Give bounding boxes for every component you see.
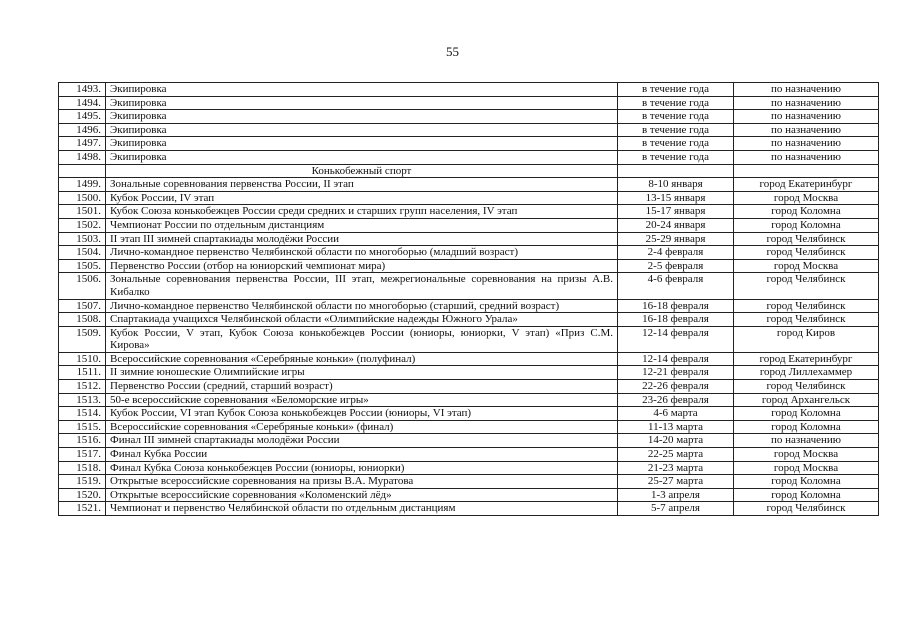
row-number: 1504.	[59, 246, 106, 260]
event-place: город Коломна	[734, 407, 879, 421]
event-name: Зональные соревнования первенства России, II этап	[106, 178, 618, 192]
event-name: Экипировка	[106, 110, 618, 124]
event-date: 16-18 февраля	[618, 313, 734, 327]
event-date: в течение года	[618, 150, 734, 164]
row-number: 1496.	[59, 123, 106, 137]
row-number: 1516.	[59, 434, 106, 448]
section-number-cell	[59, 164, 106, 178]
row-number: 1510.	[59, 352, 106, 366]
table-row	[59, 218, 879, 232]
event-name: Лично-командное первенство Челябинской области по многоборью (младший возраст)	[106, 246, 618, 260]
event-place: город Москва	[734, 448, 879, 462]
row-number: 1500.	[59, 191, 106, 205]
row-number: 1493.	[59, 83, 106, 97]
event-name: Кубок России, V этап, Кубок Союза конькобежцев России (юниоры, юниорки, V этап) «Приз С.М. Кирова»	[106, 326, 618, 352]
row-number: 1497.	[59, 137, 106, 151]
table-row	[59, 326, 879, 352]
row-number: 1499.	[59, 178, 106, 192]
table-row	[59, 407, 879, 421]
row-number: 1495.	[59, 110, 106, 124]
event-place: город Челябинск	[734, 502, 879, 516]
event-name: Кубок Союза конькобежцев России среди средних и старших групп населения, IV этап	[106, 205, 618, 219]
event-place: город Москва	[734, 461, 879, 475]
event-date: в течение года	[618, 96, 734, 110]
row-number: 1518.	[59, 461, 106, 475]
table-row	[59, 366, 879, 380]
event-place: город Челябинск	[734, 273, 879, 299]
event-name: Финал Кубка России	[106, 448, 618, 462]
event-date: 25-29 января	[618, 232, 734, 246]
event-date: 14-20 марта	[618, 434, 734, 448]
event-place: город Коломна	[734, 475, 879, 489]
event-name: 50-е всероссийские соревнования «Беломорские игры»	[106, 393, 618, 407]
event-place: город Челябинск	[734, 313, 879, 327]
table-row	[59, 273, 879, 299]
event-place: город Коломна	[734, 218, 879, 232]
row-number: 1517.	[59, 448, 106, 462]
event-name: Кубок России, IV этап	[106, 191, 618, 205]
row-number: 1521.	[59, 502, 106, 516]
event-name: II зимние юношеские Олимпийские игры	[106, 366, 618, 380]
event-name: Всероссийские соревнования «Серебряные коньки» (полуфинал)	[106, 352, 618, 366]
row-number: 1511.	[59, 366, 106, 380]
event-place: по назначению	[734, 110, 879, 124]
event-date: 20-24 января	[618, 218, 734, 232]
event-place: город Челябинск	[734, 299, 879, 313]
section-place-cell	[734, 164, 879, 178]
event-date: 13-15 января	[618, 191, 734, 205]
event-name: Экипировка	[106, 123, 618, 137]
event-name: Зональные соревнования первенства России, III этап, межрегиональные соревнования на призы А.В. Кибалко	[106, 273, 618, 299]
event-name: Кубок России, VI этап Кубок Союза конькобежцев России (юниоры, VI этап)	[106, 407, 618, 421]
event-name: Всероссийские соревнования «Серебряные коньки» (финал)	[106, 420, 618, 434]
event-name: Первенство России (отбор на юниорский чемпионат мира)	[106, 259, 618, 273]
event-place: город Коломна	[734, 420, 879, 434]
row-number: 1520.	[59, 488, 106, 502]
event-date: 4-6 марта	[618, 407, 734, 421]
event-date: в течение года	[618, 110, 734, 124]
section-header-row	[59, 164, 879, 178]
event-name: Экипировка	[106, 150, 618, 164]
event-place: по назначению	[734, 123, 879, 137]
event-date: 12-21 февраля	[618, 366, 734, 380]
row-number: 1507.	[59, 299, 106, 313]
table-row	[59, 123, 879, 137]
event-name: Экипировка	[106, 96, 618, 110]
table-row	[59, 191, 879, 205]
row-number: 1519.	[59, 475, 106, 489]
row-number: 1503.	[59, 232, 106, 246]
table-row	[59, 205, 879, 219]
event-date: 23-26 февраля	[618, 393, 734, 407]
event-date: 12-14 февраля	[618, 326, 734, 352]
event-place: город Лиллехаммер	[734, 366, 879, 380]
event-place: город Коломна	[734, 488, 879, 502]
event-date: 2-5 февраля	[618, 259, 734, 273]
table-row	[59, 246, 879, 260]
table-row	[59, 110, 879, 124]
event-date: 16-18 февраля	[618, 299, 734, 313]
event-name: Первенство России (средний, старший возраст)	[106, 380, 618, 394]
row-number: 1513.	[59, 393, 106, 407]
table-row	[59, 448, 879, 462]
event-name: Экипировка	[106, 83, 618, 97]
section-header-group	[59, 164, 879, 178]
event-date: 21-23 марта	[618, 461, 734, 475]
event-place: по назначению	[734, 137, 879, 151]
row-number: 1506.	[59, 273, 106, 299]
event-place: город Екатеринбург	[734, 352, 879, 366]
event-date: 2-4 февраля	[618, 246, 734, 260]
event-name: Финал III зимней спартакиады молодёжи России	[106, 434, 618, 448]
event-place: город Челябинск	[734, 246, 879, 260]
event-place: по назначению	[734, 150, 879, 164]
event-date: 25-27 марта	[618, 475, 734, 489]
table-row	[59, 178, 879, 192]
event-name: Лично-командное первенство Челябинской области по многоборью (старший, средний возраст)	[106, 299, 618, 313]
row-number: 1505.	[59, 259, 106, 273]
table-row	[59, 232, 879, 246]
event-date: 5-7 апреля	[618, 502, 734, 516]
schedule-table	[58, 82, 879, 516]
event-date: 15-17 января	[618, 205, 734, 219]
page-number: 55	[446, 44, 459, 59]
event-place: город Москва	[734, 259, 879, 273]
event-place: город Коломна	[734, 205, 879, 219]
event-place: город Челябинск	[734, 380, 879, 394]
event-place: город Москва	[734, 191, 879, 205]
event-date: 11-13 марта	[618, 420, 734, 434]
event-place: город Челябинск	[734, 232, 879, 246]
event-date: 12-14 февраля	[618, 352, 734, 366]
table-row	[59, 380, 879, 394]
table-row	[59, 83, 879, 97]
event-name: II этап III зимней спартакиады молодёжи России	[106, 232, 618, 246]
event-date: 22-25 марта	[618, 448, 734, 462]
event-place: город Архангельск	[734, 393, 879, 407]
table-row	[59, 313, 879, 327]
row-number: 1501.	[59, 205, 106, 219]
table-row	[59, 96, 879, 110]
table-row	[59, 488, 879, 502]
table-row	[59, 137, 879, 151]
event-date: в течение года	[618, 137, 734, 151]
table-row	[59, 259, 879, 273]
event-name: Открытые всероссийские соревнования «Коломенский лёд»	[106, 488, 618, 502]
table-row	[59, 434, 879, 448]
event-date: в течение года	[618, 123, 734, 137]
table-row	[59, 393, 879, 407]
row-number: 1514.	[59, 407, 106, 421]
section-title: Конькобежный спорт	[106, 164, 618, 178]
equipment-rows	[59, 83, 879, 165]
event-place: город Екатеринбург	[734, 178, 879, 192]
table-row	[59, 150, 879, 164]
section-date-cell	[618, 164, 734, 178]
table-row	[59, 299, 879, 313]
event-date: 1-3 апреля	[618, 488, 734, 502]
event-place: по назначению	[734, 434, 879, 448]
table-row	[59, 352, 879, 366]
event-date: 4-6 февраля	[618, 273, 734, 299]
event-name: Экипировка	[106, 137, 618, 151]
row-number: 1515.	[59, 420, 106, 434]
event-name: Чемпионат России по отдельным дистанциям	[106, 218, 618, 232]
event-date: 22-26 февраля	[618, 380, 734, 394]
event-place: по назначению	[734, 96, 879, 110]
table-row	[59, 420, 879, 434]
event-date: 8-10 января	[618, 178, 734, 192]
table-row	[59, 502, 879, 516]
row-number: 1512.	[59, 380, 106, 394]
table-row	[59, 461, 879, 475]
speed-skating-rows	[59, 178, 879, 516]
event-date: в течение года	[618, 83, 734, 97]
row-number: 1502.	[59, 218, 106, 232]
table-row	[59, 475, 879, 489]
event-name: Открытые всероссийские соревнования на призы В.А. Муратова	[106, 475, 618, 489]
row-number: 1509.	[59, 326, 106, 352]
row-number: 1508.	[59, 313, 106, 327]
event-place: по назначению	[734, 83, 879, 97]
event-name: Спартакиада учащихся Челябинской области «Олимпийские надежды Южного Урала»	[106, 313, 618, 327]
event-name: Чемпионат и первенство Челябинской области по отдельным дистанциям	[106, 502, 618, 516]
event-name: Финал Кубка Союза конькобежцев России (юниоры, юниорки)	[106, 461, 618, 475]
row-number: 1498.	[59, 150, 106, 164]
event-place: город Киров	[734, 326, 879, 352]
row-number: 1494.	[59, 96, 106, 110]
